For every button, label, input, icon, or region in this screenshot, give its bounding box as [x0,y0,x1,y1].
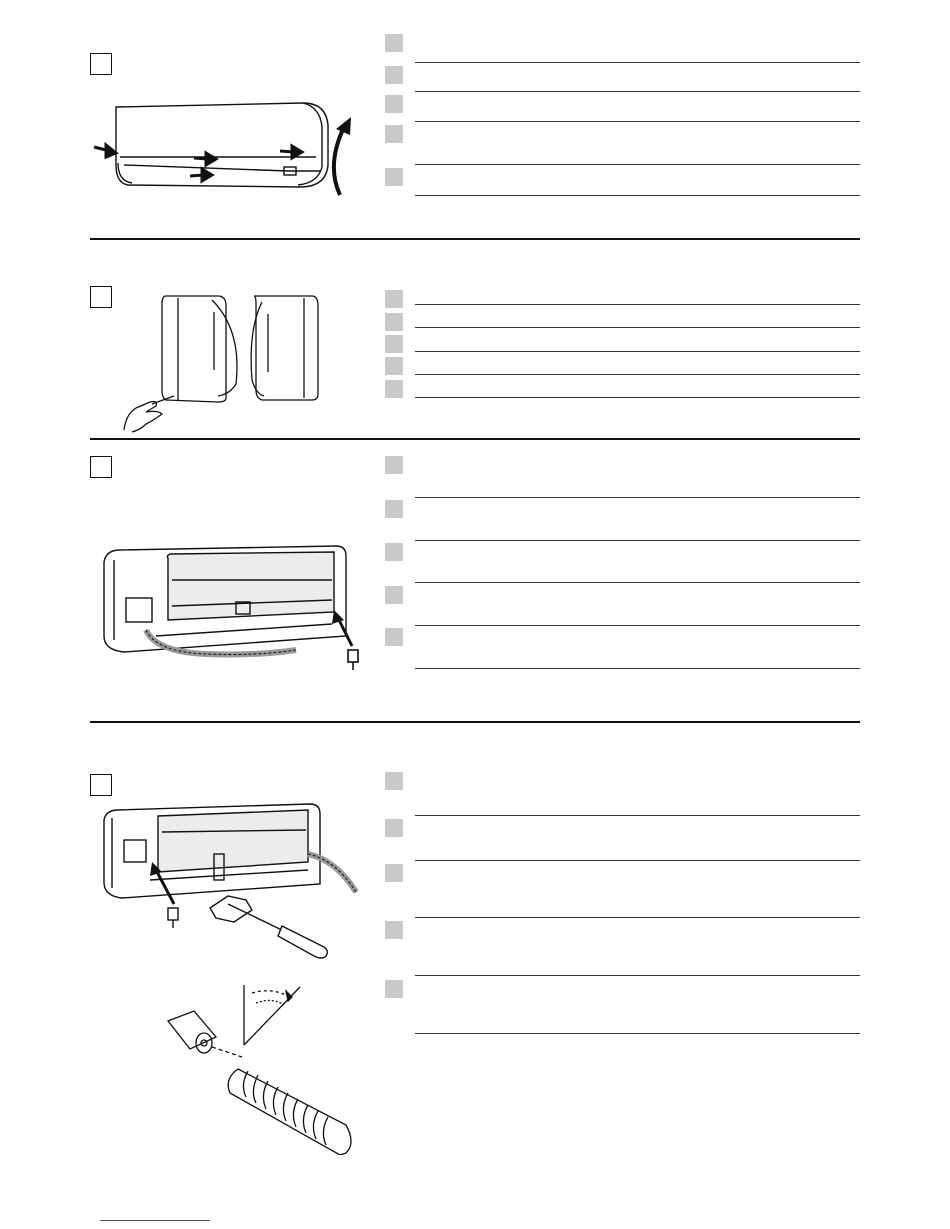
bullet-4-3 [385,864,403,882]
bullet-2-5 [385,380,403,398]
divider-3-3 [415,582,860,583]
bullet-3-2 [385,500,403,518]
divider-1-4 [415,164,860,165]
bullet-2-4 [385,357,403,375]
divider-1-2 [415,91,860,92]
figure-front-panel-open [88,95,378,205]
bullet-3-3 [385,543,403,561]
bullet-1-5 [385,168,403,186]
divider-2-3 [415,351,860,352]
divider-3-4 [415,625,860,626]
figure-side-panels [118,290,328,435]
divider-4-5 [415,1033,860,1034]
divider-2-4 [415,374,860,375]
divider-4-2 [415,860,860,861]
figure-hose-angle-connection [160,975,380,1155]
divider-4-3 [415,917,860,918]
step-box-3 [90,456,112,478]
divider-1-1 [415,62,860,63]
figure-unit-with-screwdriver [96,800,371,960]
footnote-rule [100,1220,210,1221]
bullet-4-5 [385,980,403,998]
bullet-2-3 [385,335,403,353]
bullet-1-4 [385,125,403,143]
bullet-2-2 [385,313,403,331]
divider-2-1 [415,304,860,305]
bullet-3-4 [385,586,403,604]
divider-1-3 [415,121,860,122]
section-rule-3 [90,721,860,723]
divider-1-5 [415,195,860,196]
divider-3-5 [415,668,860,669]
divider-3-2 [415,540,860,541]
divider-3-1 [415,497,860,498]
divider-2-5 [415,397,860,398]
step-box-1 [90,53,112,75]
bullet-1-3 [385,95,403,113]
bullet-3-5 [385,628,403,646]
divider-2-2 [415,327,860,328]
bullet-4-2 [385,819,403,837]
step-box-2 [90,286,112,308]
divider-4-1 [415,815,860,816]
step-box-4 [90,774,112,796]
figure-unit-back-drain-hose [96,540,371,675]
bullet-2-1 [385,290,403,308]
section-rule-2 [90,438,860,440]
bullet-1-1 [385,34,403,52]
divider-4-4 [415,975,860,976]
bullet-3-1 [385,456,403,474]
bullet-4-4 [385,921,403,939]
bullet-4-1 [385,772,403,790]
bullet-1-2 [385,66,403,84]
section-rule-1 [90,238,860,240]
